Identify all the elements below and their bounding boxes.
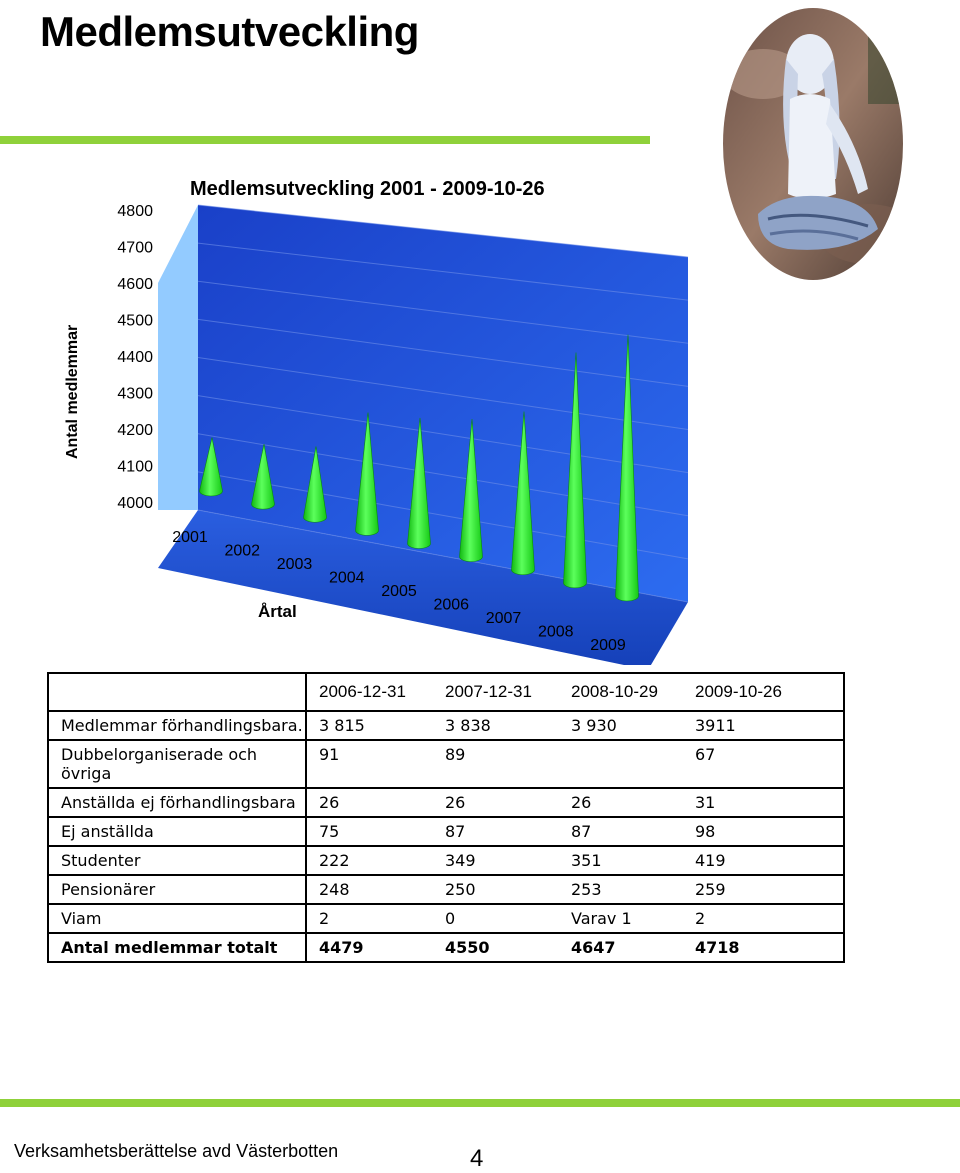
table-row (48, 933, 844, 962)
y-tick-label: 4600 (117, 276, 153, 293)
table-cell: 26 (445, 793, 466, 812)
table-row (48, 711, 844, 740)
table-row (48, 817, 844, 846)
y-tick-label: 4200 (117, 422, 153, 439)
x-tick-label: 2004 (328, 569, 365, 587)
table-cell: 3 815 (319, 716, 365, 735)
table-cell: 419 (695, 851, 726, 870)
y-tick-label: 4700 (117, 239, 153, 257)
green-divider-top (0, 136, 650, 144)
x-tick-label: 2002 (224, 542, 261, 560)
table-row (48, 875, 844, 904)
table-row (48, 846, 844, 875)
x-tick-label: 2007 (485, 610, 522, 627)
table-cell: 91 (319, 745, 340, 764)
table-cell: 98 (695, 822, 716, 841)
chart-title: Medlemsutveckling 2001 - 2009-10-26 (190, 178, 545, 200)
row-label: Dubbelorganiserade och övriga (48, 740, 306, 788)
table-cell: 75 (319, 822, 340, 841)
x-tick-label: 2009 (590, 637, 626, 654)
table-header-blank (48, 673, 306, 711)
table-cell: 26 (319, 793, 340, 812)
chart-side-wall (158, 205, 198, 510)
y-tick-label: 4500 (117, 312, 153, 330)
table-cell: 248 (319, 880, 350, 899)
table-cell: 349 (445, 851, 476, 870)
table-cell: 253 (571, 880, 602, 899)
page-title: Medlemsutveckling (40, 8, 419, 55)
table-cell: 259 (695, 880, 726, 899)
table-cell: 2 (319, 909, 330, 928)
table-cell: 4718 (695, 938, 740, 957)
x-tick-label: 2001 (172, 529, 208, 546)
table-row (48, 740, 844, 788)
table-cell: 222 (319, 851, 350, 870)
table-cell: 26 (571, 793, 592, 812)
table-cell: 31 (695, 793, 716, 812)
table-header-cell: 2006-12-31 (319, 682, 406, 701)
y-tick-label: 4300 (117, 385, 153, 403)
table-cell: 4550 (445, 938, 490, 957)
table-cell: 3 838 (445, 716, 491, 735)
table-cell: 87 (445, 822, 466, 841)
table-cell: 87 (571, 822, 592, 841)
table-cell: 4479 (319, 938, 364, 957)
row-label: Studenter (48, 846, 306, 875)
page-number: 4 (470, 1145, 484, 1172)
footer-text: Verksamhetsberättelse avd Västerbotten (14, 1141, 339, 1161)
row-label: Medlemmar förhandlingsbara. (48, 711, 306, 740)
table-header-cell: 2009-10-26 (695, 682, 782, 701)
table-cell: Varav 1 (571, 909, 632, 928)
table-row (48, 904, 844, 933)
x-tick-label: 2008 (537, 623, 574, 641)
table-cell: 4647 (571, 938, 616, 957)
table-cell: 3 930 (571, 716, 617, 735)
y-tick-label: 4000 (117, 495, 153, 512)
table-cell: 3911 (695, 716, 736, 735)
table-cell: 2 (695, 909, 706, 928)
y-tick-label: 4100 (117, 458, 153, 476)
chart-area (0, 170, 960, 665)
y-axis-label: Antal medlemmar (64, 324, 81, 459)
row-label: Pensionärer (48, 875, 306, 904)
y-tick-label: 4400 (117, 349, 153, 366)
table-cell: 250 (445, 880, 476, 899)
row-label: Ej anställda (48, 817, 306, 846)
table-header-row (48, 673, 844, 711)
table-row (48, 788, 844, 817)
x-tick-label: 2005 (381, 583, 417, 600)
y-tick-label: 4800 (117, 203, 153, 220)
table-cell: 351 (571, 851, 602, 870)
row-label: Anställda ej förhandlingsbara (48, 788, 306, 817)
table-header-cell: 2008-10-29 (571, 682, 658, 701)
table-cell: 0 (445, 909, 456, 928)
x-tick-label: 2006 (433, 596, 470, 614)
green-divider-bottom (0, 1099, 960, 1107)
table-header-cell: 2007-12-31 (445, 682, 532, 701)
table-cell: 89 (445, 745, 466, 764)
table-cell (559, 741, 683, 768)
table-cell: 67 (695, 745, 716, 764)
x-tick-label: 2003 (276, 556, 313, 573)
x-axis-label: Årtal (258, 602, 297, 621)
row-label: Viam (48, 904, 306, 933)
membership-table (47, 672, 845, 963)
row-label: Antal medlemmar totalt (48, 933, 306, 962)
